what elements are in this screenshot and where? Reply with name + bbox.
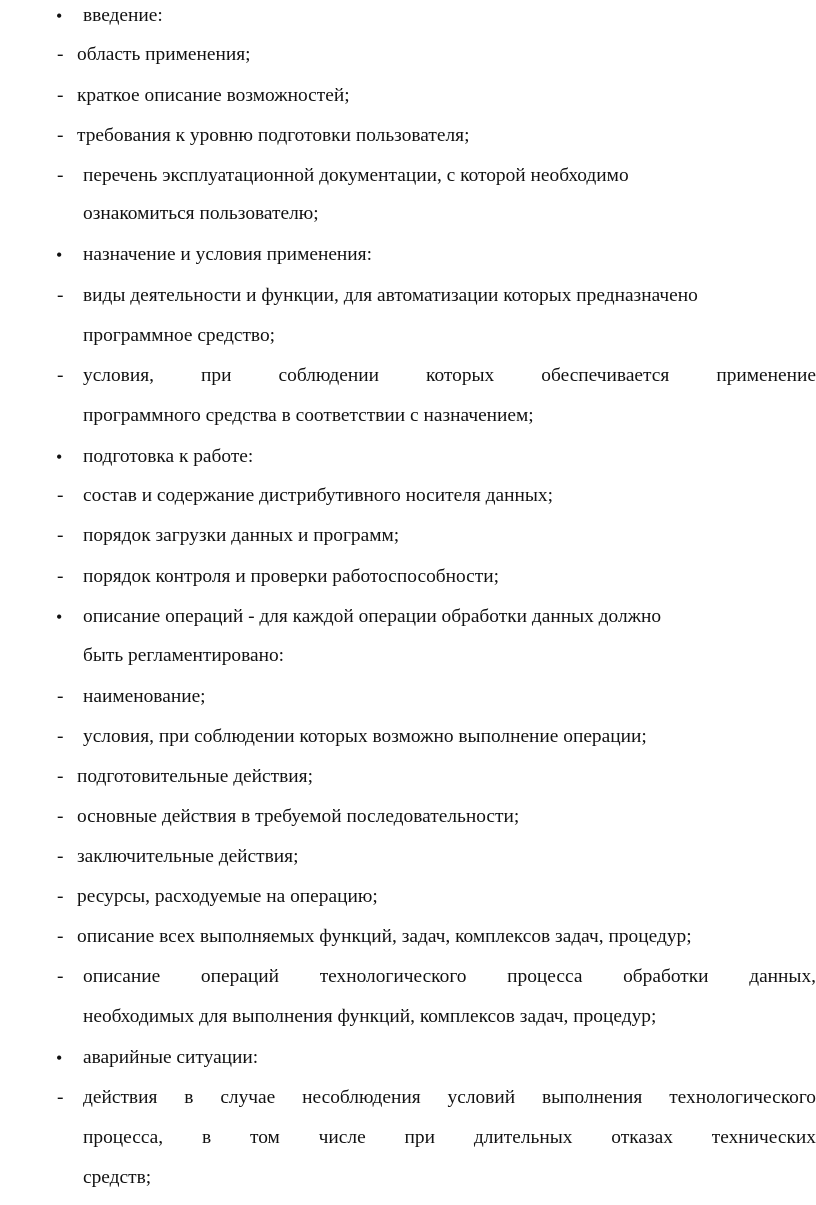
list-item-text: ресурсы, расходуемые на операцию; (77, 886, 378, 907)
list-item (0, 597, 816, 637)
list-item-text: назначение и условия применения: (83, 244, 372, 265)
list-item (0, 516, 816, 556)
dash-marker: - (57, 1087, 64, 1108)
list-item-text: состав и содержание дистрибутивного носителя данных; (83, 485, 554, 506)
list-item (0, 957, 816, 997)
list-item (0, 757, 816, 797)
list-item-text: область применения; (77, 44, 251, 65)
bullet-marker: • (56, 6, 63, 26)
list-item-text: виды деятельности и функции, для автоматизации которых предназначено (83, 285, 698, 306)
list-item-text: необходимых для выполнения функций, комплексов задач, процедур; (83, 1006, 657, 1027)
list-item-text: наименование; (83, 686, 206, 707)
list-item-text: краткое описание возможностей; (77, 85, 350, 106)
dash-marker: - (57, 85, 64, 106)
list-item-text: порядок загрузки данных и программ; (83, 525, 400, 546)
list-item (0, 717, 816, 757)
list-item (0, 797, 816, 837)
list-item-text: порядок контроля и проверки работоспособности; (83, 566, 500, 587)
list-item-text: подготовительные действия; (77, 766, 313, 787)
list-item-text: описание всех выполняемых функций, задач, комплексов задач, процедур; (77, 926, 692, 947)
list-item (0, 437, 816, 477)
list-item-text: описание операций - для каждой операции обработки данных должно (83, 606, 662, 627)
list-item (0, 1078, 816, 1118)
bullet-marker: • (56, 245, 63, 265)
list-item (0, 917, 816, 957)
list-item (0, 235, 816, 275)
list-item-text: ознакомиться пользователю; (83, 203, 319, 224)
list-item-text: требования к уровню подготовки пользователя; (77, 125, 470, 146)
list-item-continuation (0, 396, 816, 436)
list-item (0, 156, 816, 196)
list-item-text: действия в случае несоблюдения условий выполнения технологического (83, 1087, 816, 1108)
dash-marker: - (57, 806, 64, 827)
dash-marker: - (57, 485, 64, 506)
list-item (0, 476, 816, 516)
list-item-continuation (0, 1158, 816, 1198)
list-item (0, 35, 816, 75)
dash-marker: - (57, 44, 64, 65)
dash-marker: - (57, 686, 64, 707)
list-item-text: заключительные действия; (77, 846, 299, 867)
dash-marker: - (57, 886, 64, 907)
dash-marker: - (57, 966, 64, 987)
list-item (0, 116, 816, 156)
dash-marker: - (57, 766, 64, 787)
dash-marker: - (57, 726, 64, 747)
list-item-text: условия, при соблюдении которых возможно выполнение операции; (83, 726, 647, 747)
list-item (0, 356, 816, 396)
bullet-marker: • (56, 1048, 63, 1068)
list-item-text: подготовка к работе: (83, 446, 254, 467)
dash-marker: - (57, 365, 64, 386)
list-item (0, 877, 816, 917)
dash-marker: - (57, 285, 64, 306)
list-item-text: основные действия в требуемой последовательности; (77, 806, 520, 827)
list-item (0, 557, 816, 597)
list-item (0, 276, 816, 316)
list-item (0, 837, 816, 877)
list-item (0, 0, 816, 36)
list-item-text: перечень эксплуатационной документации, с которой необходимо (83, 165, 629, 186)
bullet-marker: • (56, 607, 63, 627)
dash-marker: - (57, 525, 64, 546)
dash-marker: - (57, 165, 64, 186)
list-item (0, 1038, 816, 1078)
list-item-text: введение: (83, 5, 163, 26)
list-item-text: процесса, в том числе при длительных отказах технических (83, 1127, 816, 1148)
list-item-text: условия, при соблюдении которых обеспечивается применение (83, 365, 816, 386)
dash-marker: - (57, 926, 64, 947)
bullet-marker: • (56, 447, 63, 467)
list-item-text: программного средства в соответствии с назначением; (83, 405, 534, 426)
dash-marker: - (57, 846, 64, 867)
list-item-continuation (0, 997, 816, 1037)
dash-marker: - (57, 566, 64, 587)
list-item-text: быть регламентировано: (83, 645, 285, 666)
list-item (0, 76, 816, 116)
list-item-continuation (0, 1118, 816, 1158)
dash-marker: - (57, 125, 64, 146)
list-item-text: средств; (83, 1167, 152, 1188)
list-item-text: программное средство; (83, 325, 276, 346)
list-item-text: описание операций технологического процесса обработки данных, (83, 966, 816, 987)
list-item (0, 677, 816, 717)
list-item-continuation (0, 194, 816, 234)
list-item-text: аварийные ситуации: (83, 1047, 259, 1068)
list-item-continuation (0, 316, 816, 356)
list-item-continuation (0, 636, 816, 676)
